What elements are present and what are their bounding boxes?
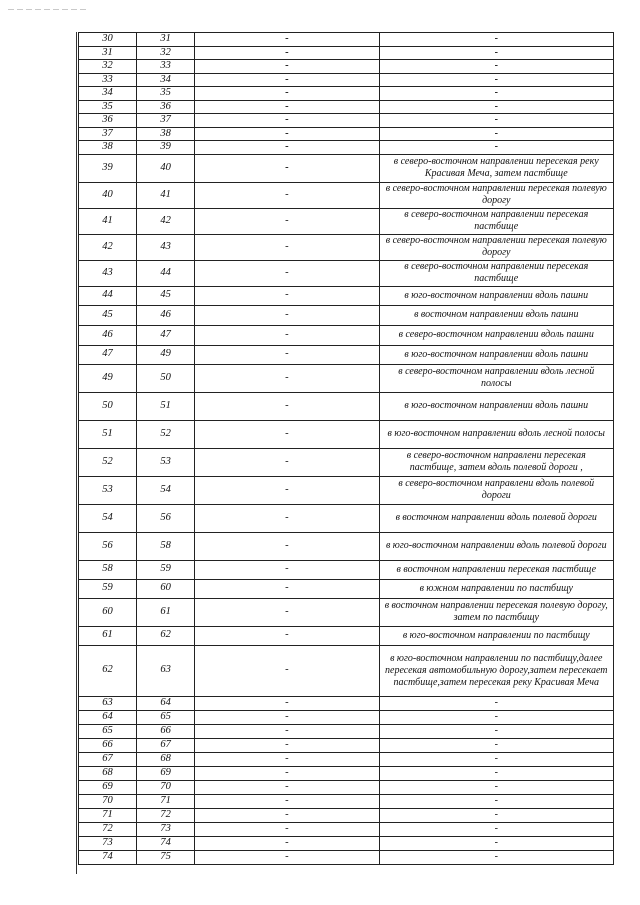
table-row bbox=[79, 598, 614, 626]
column3-cell: - bbox=[195, 60, 379, 74]
to-point-cell: 51 bbox=[137, 392, 195, 420]
column3-cell: - bbox=[195, 100, 379, 114]
to-point-cell: 53 bbox=[137, 448, 195, 476]
to-point-cell: 62 bbox=[137, 626, 195, 645]
from-point-cell: 50 bbox=[79, 392, 137, 420]
table-row bbox=[79, 392, 614, 420]
column3-cell: - bbox=[195, 286, 379, 305]
to-point-cell: 35 bbox=[137, 87, 195, 101]
table-row bbox=[79, 752, 614, 766]
from-point-cell: 62 bbox=[79, 645, 137, 696]
from-point-cell: 56 bbox=[79, 532, 137, 560]
direction-description-cell: - bbox=[379, 87, 613, 101]
from-point-cell: 58 bbox=[79, 560, 137, 579]
table-body bbox=[79, 33, 614, 865]
column3-cell: - bbox=[195, 696, 379, 710]
column3-cell: - bbox=[195, 260, 379, 286]
column3-cell: - bbox=[195, 114, 379, 128]
column3-cell: - bbox=[195, 33, 379, 47]
direction-description-cell: - bbox=[379, 836, 613, 850]
from-point-cell: 71 bbox=[79, 808, 137, 822]
direction-description-cell: - bbox=[379, 822, 613, 836]
from-point-cell: 68 bbox=[79, 766, 137, 780]
table-row bbox=[79, 794, 614, 808]
table-row bbox=[79, 476, 614, 504]
column3-cell: - bbox=[195, 305, 379, 325]
to-point-cell: 42 bbox=[137, 208, 195, 234]
column3-cell: - bbox=[195, 420, 379, 448]
direction-description-cell: - bbox=[379, 114, 613, 128]
table-row bbox=[79, 560, 614, 579]
to-point-cell: 52 bbox=[137, 420, 195, 448]
to-point-cell: 69 bbox=[137, 766, 195, 780]
from-point-cell: 31 bbox=[79, 46, 137, 60]
to-point-cell: 56 bbox=[137, 504, 195, 532]
to-point-cell: 68 bbox=[137, 752, 195, 766]
from-point-cell: 40 bbox=[79, 182, 137, 208]
to-point-cell: 39 bbox=[137, 141, 195, 155]
table-row bbox=[79, 234, 614, 260]
column3-cell: - bbox=[195, 325, 379, 345]
to-point-cell: 66 bbox=[137, 724, 195, 738]
to-point-cell: 60 bbox=[137, 579, 195, 598]
table-row bbox=[79, 100, 614, 114]
table-row bbox=[79, 260, 614, 286]
direction-description-cell: в северо-восточном направлени вдоль полевой дороги bbox=[379, 476, 613, 504]
table-row bbox=[79, 208, 614, 234]
direction-description-cell: в северо-восточном направлении пересекая пастбище bbox=[379, 208, 613, 234]
column3-cell: - bbox=[195, 766, 379, 780]
from-point-cell: 70 bbox=[79, 794, 137, 808]
from-point-cell: 37 bbox=[79, 127, 137, 141]
to-point-cell: 41 bbox=[137, 182, 195, 208]
column3-cell: - bbox=[195, 141, 379, 155]
direction-description-cell: в юго-восточном направлении вдоль пашни bbox=[379, 286, 613, 305]
column3-cell: - bbox=[195, 448, 379, 476]
direction-description-cell: в юго-восточном направлении вдоль лесной полосы bbox=[379, 420, 613, 448]
from-point-cell: 60 bbox=[79, 598, 137, 626]
direction-description-cell: - bbox=[379, 710, 613, 724]
column3-cell: - bbox=[195, 780, 379, 794]
from-point-cell: 44 bbox=[79, 286, 137, 305]
column3-cell: - bbox=[195, 234, 379, 260]
document-page bbox=[78, 32, 614, 865]
from-point-cell: 43 bbox=[79, 260, 137, 286]
from-point-cell: 66 bbox=[79, 738, 137, 752]
column3-cell: - bbox=[195, 87, 379, 101]
column3-cell: - bbox=[195, 392, 379, 420]
direction-description-cell: в северо-восточном направлении пересекая пастбище bbox=[379, 260, 613, 286]
to-point-cell: 40 bbox=[137, 154, 195, 182]
column3-cell: - bbox=[195, 850, 379, 864]
direction-description-cell: - bbox=[379, 738, 613, 752]
to-point-cell: 36 bbox=[137, 100, 195, 114]
table-row bbox=[79, 127, 614, 141]
direction-description-cell: - bbox=[379, 808, 613, 822]
direction-description-cell: в северо-восточном направлении вдоль лесной полосы bbox=[379, 364, 613, 392]
column3-cell: - bbox=[195, 154, 379, 182]
table-row bbox=[79, 645, 614, 696]
table-row bbox=[79, 448, 614, 476]
from-point-cell: 53 bbox=[79, 476, 137, 504]
scan-header-mark bbox=[8, 9, 88, 10]
to-point-cell: 32 bbox=[137, 46, 195, 60]
table-row bbox=[79, 154, 614, 182]
column3-cell: - bbox=[195, 208, 379, 234]
table-row bbox=[79, 345, 614, 364]
column3-cell: - bbox=[195, 822, 379, 836]
table-row bbox=[79, 710, 614, 724]
table-row bbox=[79, 420, 614, 448]
from-point-cell: 49 bbox=[79, 364, 137, 392]
from-point-cell: 30 bbox=[79, 33, 137, 47]
direction-description-cell: в восточном направлении вдоль пашни bbox=[379, 305, 613, 325]
to-point-cell: 54 bbox=[137, 476, 195, 504]
column3-cell: - bbox=[195, 127, 379, 141]
direction-description-cell: - bbox=[379, 766, 613, 780]
direction-description-cell: - bbox=[379, 850, 613, 864]
table-row bbox=[79, 532, 614, 560]
direction-description-cell: в юго-восточном направлении по пастбищу bbox=[379, 626, 613, 645]
direction-description-cell: - bbox=[379, 141, 613, 155]
table-row bbox=[79, 766, 614, 780]
to-point-cell: 45 bbox=[137, 286, 195, 305]
column3-cell: - bbox=[195, 598, 379, 626]
column3-cell: - bbox=[195, 46, 379, 60]
from-point-cell: 39 bbox=[79, 154, 137, 182]
to-point-cell: 70 bbox=[137, 780, 195, 794]
direction-description-cell: в юго-восточном направлении вдоль пашни bbox=[379, 345, 613, 364]
direction-description-cell: в восточном направлении пересекая пастбище bbox=[379, 560, 613, 579]
from-point-cell: 47 bbox=[79, 345, 137, 364]
column3-cell: - bbox=[195, 345, 379, 364]
to-point-cell: 37 bbox=[137, 114, 195, 128]
column3-cell: - bbox=[195, 532, 379, 560]
from-point-cell: 52 bbox=[79, 448, 137, 476]
from-point-cell: 45 bbox=[79, 305, 137, 325]
to-point-cell: 38 bbox=[137, 127, 195, 141]
column3-cell: - bbox=[195, 504, 379, 532]
direction-description-cell: - bbox=[379, 752, 613, 766]
to-point-cell: 47 bbox=[137, 325, 195, 345]
direction-description-cell: в юго-восточном направлении вдоль полевой дороги bbox=[379, 532, 613, 560]
from-point-cell: 32 bbox=[79, 60, 137, 74]
to-point-cell: 59 bbox=[137, 560, 195, 579]
to-point-cell: 34 bbox=[137, 73, 195, 87]
table-row bbox=[79, 325, 614, 345]
to-point-cell: 74 bbox=[137, 836, 195, 850]
to-point-cell: 73 bbox=[137, 822, 195, 836]
column3-cell: - bbox=[195, 182, 379, 208]
to-point-cell: 31 bbox=[137, 33, 195, 47]
from-point-cell: 74 bbox=[79, 850, 137, 864]
from-point-cell: 69 bbox=[79, 780, 137, 794]
from-point-cell: 46 bbox=[79, 325, 137, 345]
table-row bbox=[79, 780, 614, 794]
to-point-cell: 65 bbox=[137, 710, 195, 724]
to-point-cell: 58 bbox=[137, 532, 195, 560]
column3-cell: - bbox=[195, 364, 379, 392]
column3-cell: - bbox=[195, 738, 379, 752]
to-point-cell: 44 bbox=[137, 260, 195, 286]
column3-cell: - bbox=[195, 836, 379, 850]
table-row bbox=[79, 364, 614, 392]
table-row bbox=[79, 738, 614, 752]
to-point-cell: 46 bbox=[137, 305, 195, 325]
direction-description-cell: в южном направлении по пастбищу bbox=[379, 579, 613, 598]
from-point-cell: 61 bbox=[79, 626, 137, 645]
from-point-cell: 42 bbox=[79, 234, 137, 260]
to-point-cell: 33 bbox=[137, 60, 195, 74]
direction-description-cell: в юго-восточном направлении вдоль пашни bbox=[379, 392, 613, 420]
table-row bbox=[79, 579, 614, 598]
table-row bbox=[79, 182, 614, 208]
column3-cell: - bbox=[195, 752, 379, 766]
table-row bbox=[79, 87, 614, 101]
table-row bbox=[79, 305, 614, 325]
column3-cell: - bbox=[195, 579, 379, 598]
table-row bbox=[79, 836, 614, 850]
table-row bbox=[79, 696, 614, 710]
to-point-cell: 61 bbox=[137, 598, 195, 626]
to-point-cell: 75 bbox=[137, 850, 195, 864]
direction-description-cell: в северо-восточном направлении пересекая полевую дорогу bbox=[379, 234, 613, 260]
to-point-cell: 63 bbox=[137, 645, 195, 696]
direction-description-cell: - bbox=[379, 73, 613, 87]
to-point-cell: 72 bbox=[137, 808, 195, 822]
direction-description-cell: - bbox=[379, 724, 613, 738]
direction-description-cell: - bbox=[379, 696, 613, 710]
table-row bbox=[79, 822, 614, 836]
table-row bbox=[79, 46, 614, 60]
column3-cell: - bbox=[195, 476, 379, 504]
boundary-points-table bbox=[78, 32, 614, 865]
table-row bbox=[79, 114, 614, 128]
from-point-cell: 35 bbox=[79, 100, 137, 114]
table-row bbox=[79, 73, 614, 87]
from-point-cell: 73 bbox=[79, 836, 137, 850]
column3-cell: - bbox=[195, 724, 379, 738]
direction-description-cell: в северо-восточном направлении пересекая полевую дорогу bbox=[379, 182, 613, 208]
to-point-cell: 43 bbox=[137, 234, 195, 260]
column3-cell: - bbox=[195, 73, 379, 87]
from-point-cell: 34 bbox=[79, 87, 137, 101]
from-point-cell: 54 bbox=[79, 504, 137, 532]
from-point-cell: 41 bbox=[79, 208, 137, 234]
from-point-cell: 72 bbox=[79, 822, 137, 836]
from-point-cell: 67 bbox=[79, 752, 137, 766]
to-point-cell: 50 bbox=[137, 364, 195, 392]
from-point-cell: 51 bbox=[79, 420, 137, 448]
from-point-cell: 59 bbox=[79, 579, 137, 598]
to-point-cell: 64 bbox=[137, 696, 195, 710]
column3-cell: - bbox=[195, 794, 379, 808]
table-row bbox=[79, 850, 614, 864]
table-row bbox=[79, 724, 614, 738]
to-point-cell: 49 bbox=[137, 345, 195, 364]
direction-description-cell: - bbox=[379, 46, 613, 60]
direction-description-cell: в восточном направлении пересекая полевую дорогу, затем по пастбищу bbox=[379, 598, 613, 626]
column3-cell: - bbox=[195, 560, 379, 579]
table-row bbox=[79, 60, 614, 74]
direction-description-cell: в северо-восточном направлении пересекая реку Красивая Меча, затем пастбище bbox=[379, 154, 613, 182]
direction-description-cell: в юго-восточном направлении по пастбищу,далее пересекая автомобильную дорогу,затем пересекает пастбище,затем пересекая реку Красивая Меча bbox=[379, 645, 613, 696]
from-point-cell: 33 bbox=[79, 73, 137, 87]
from-point-cell: 64 bbox=[79, 710, 137, 724]
direction-description-cell: - bbox=[379, 100, 613, 114]
direction-description-cell: - bbox=[379, 60, 613, 74]
page-left-border bbox=[76, 32, 77, 874]
column3-cell: - bbox=[195, 808, 379, 822]
to-point-cell: 71 bbox=[137, 794, 195, 808]
column3-cell: - bbox=[195, 710, 379, 724]
direction-description-cell: - bbox=[379, 127, 613, 141]
direction-description-cell: в северо-восточном направлении вдоль пашни bbox=[379, 325, 613, 345]
from-point-cell: 36 bbox=[79, 114, 137, 128]
to-point-cell: 67 bbox=[137, 738, 195, 752]
table-row bbox=[79, 33, 614, 47]
direction-description-cell: в северо-восточном направлени пересекая пастбище, затем вдоль полевой дороги , bbox=[379, 448, 613, 476]
table-row bbox=[79, 504, 614, 532]
from-point-cell: 63 bbox=[79, 696, 137, 710]
from-point-cell: 65 bbox=[79, 724, 137, 738]
table-row bbox=[79, 286, 614, 305]
table-row bbox=[79, 626, 614, 645]
column3-cell: - bbox=[195, 645, 379, 696]
from-point-cell: 38 bbox=[79, 141, 137, 155]
column3-cell: - bbox=[195, 626, 379, 645]
direction-description-cell: - bbox=[379, 794, 613, 808]
direction-description-cell: - bbox=[379, 780, 613, 794]
direction-description-cell: - bbox=[379, 33, 613, 47]
table-row bbox=[79, 141, 614, 155]
table-row bbox=[79, 808, 614, 822]
direction-description-cell: в восточном направлении вдоль полевой дороги bbox=[379, 504, 613, 532]
